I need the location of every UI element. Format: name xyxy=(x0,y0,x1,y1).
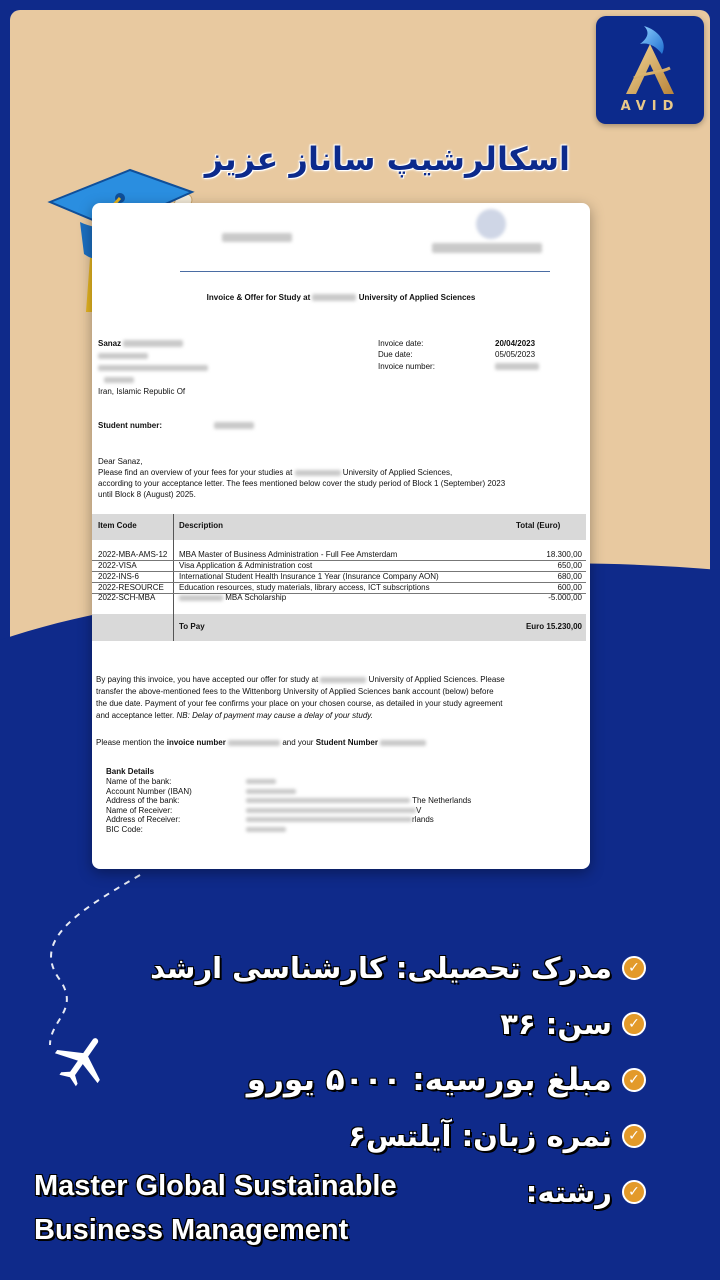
bank-labels xyxy=(106,777,192,834)
recipient-country: Iran, Islamic Republic Of xyxy=(98,387,186,396)
redacted-address-3 xyxy=(104,375,134,384)
detail-age xyxy=(32,996,640,1052)
redacted-address-2 xyxy=(98,363,208,372)
row-2-code: 2022-INS-6 xyxy=(98,572,139,581)
greeting: Dear Sanaz, xyxy=(98,457,143,466)
row-1-desc: Visa Application & Administration cost xyxy=(179,561,313,570)
row-2-desc: International Student Health Insurance 1 Year (Insurance Company AON) xyxy=(179,572,439,581)
row-rule xyxy=(92,593,586,594)
row-1-code: 2022-VISA xyxy=(98,561,137,570)
detail-age-text: سن: ۳۶ xyxy=(500,1007,612,1041)
intro-line-1-pre: Please find an overview of your fees for your studies at xyxy=(98,468,293,477)
check-circle-icon: ✓ xyxy=(622,1068,646,1092)
invoice-title-post: University of Applied Sciences xyxy=(358,293,476,302)
payment-para-4-note: NB: Delay of payment may cause a delay of your study. xyxy=(176,711,373,720)
invoice-title xyxy=(92,293,590,302)
invoice-date-value: 20/04/2023 xyxy=(495,339,536,348)
page-title: اسکالرشیپ ساناز عزیز xyxy=(204,140,570,178)
to-pay-value: Euro 15.230,00 xyxy=(525,622,582,631)
payment-para-1-pre: By paying this invoice, you have accepted our offer for study at xyxy=(96,675,319,684)
student-number-label: Student number: xyxy=(98,421,162,430)
redacted-sender xyxy=(222,233,292,242)
payment-para-2: transfer the above-mentioned fees to the Wittenborg University of Applied Sciences bank account (below) before xyxy=(96,687,494,696)
payment-para-1 xyxy=(96,675,505,684)
row-0-total: 18.300,00 xyxy=(546,550,582,559)
mention-line xyxy=(96,738,426,747)
bank-label-name: Name of the bank: xyxy=(106,777,172,786)
detail-amount-text: مبلغ بورسیه: ۵۰۰۰ یورو xyxy=(246,1062,612,1098)
check-circle-icon: ✓ xyxy=(622,1124,646,1148)
invoice-title-pre: Invoice & Offer for Study at xyxy=(206,293,311,302)
to-pay-label: To Pay xyxy=(179,622,205,631)
row-0-desc: MBA Master of Business Administration - Full Fee Amsterdam xyxy=(179,550,398,559)
due-date-label: Due date: xyxy=(378,350,413,359)
fees-table-footer xyxy=(92,614,586,641)
bank-label-bic: BIC Code: xyxy=(106,824,143,834)
detail-language-score xyxy=(32,1108,640,1164)
detail-language-text: نمره زبان: آیلتس۶ xyxy=(348,1119,612,1153)
row-4-code: 2022-SCH-MBA xyxy=(98,593,156,602)
invoice-number-label: Invoice number: xyxy=(378,362,435,371)
invoice-document xyxy=(92,203,590,869)
mention-mid: and your xyxy=(282,738,314,747)
check-circle-icon: ✓ xyxy=(622,956,646,980)
mention-pre: Please mention the xyxy=(96,738,165,747)
logo-text: AVID xyxy=(620,99,680,114)
detail-degree-text: مدرک تحصیلی: کارشناسی ارشد xyxy=(150,951,612,985)
intro-line-3: until Block 8 (August) 2025. xyxy=(98,490,196,499)
detail-degree xyxy=(32,940,640,996)
due-date-value: 05/05/2023 xyxy=(495,350,536,359)
recipient-name xyxy=(98,339,183,348)
redacted-university-name xyxy=(432,243,542,253)
bank-receiver-partial: V xyxy=(416,805,422,815)
recipient-first-name: Sanaz xyxy=(98,339,122,348)
bank-label-receiver-address: Address of Receiver: xyxy=(106,815,181,824)
row-3-code: 2022-RESOURCE xyxy=(98,583,164,592)
redacted-invoice-number xyxy=(495,362,539,371)
redacted-address-1 xyxy=(98,351,148,360)
intro-line-1-post: University of Applied Sciences, xyxy=(342,468,453,477)
mention-student-number: Student Number xyxy=(315,738,378,747)
row-rule xyxy=(92,560,586,561)
bank-label-receiver: Name of Receiver: xyxy=(106,805,173,815)
detail-field-label: رشته: xyxy=(525,1175,612,1209)
payment-para-1-post: University of Applied Sciences. Please xyxy=(368,675,505,684)
detail-amount xyxy=(32,1052,640,1108)
logo-mark-icon xyxy=(596,16,704,106)
bank-values xyxy=(246,777,471,834)
invoice-date-label: Invoice date: xyxy=(378,339,424,348)
header-rule xyxy=(180,271,550,272)
col-description: Description xyxy=(179,521,224,530)
intro-line-1 xyxy=(98,468,452,477)
fees-table-divider xyxy=(173,514,174,641)
row-4-total: -5.000,00 xyxy=(548,593,582,602)
bank-label-iban: Account Number (IBAN) xyxy=(106,786,192,796)
row-1-total: 650,00 xyxy=(557,561,582,570)
check-circle-icon: ✓ xyxy=(622,1180,646,1204)
check-circle-icon: ✓ xyxy=(622,1012,646,1036)
payment-para-3: the due date. Payment of your fee confirms your place on your chosen course, as detailed in your study agreement xyxy=(96,699,503,708)
bank-details-title: Bank Details xyxy=(106,767,155,776)
row-0-code: 2022-MBA-AMS-12 xyxy=(98,550,168,559)
row-4-desc: MBA Scholarship xyxy=(225,593,287,602)
bank-country: The Netherlands xyxy=(412,796,472,805)
row-3-desc: Education resources, study materials, library access, ICT subscriptions xyxy=(179,583,430,592)
mention-invoice-number: invoice number xyxy=(166,738,226,747)
payment-para-4-pre: and acceptance letter. xyxy=(96,711,175,720)
field-of-study: Master Global Sustainable Business Management xyxy=(34,1170,397,1246)
university-seal xyxy=(476,209,506,239)
intro-line-2: according to your acceptance letter. The fees mentioned below cover the study period of Block 1 (September) 2023 xyxy=(98,479,506,488)
row-3-total: 600,00 xyxy=(557,583,582,592)
avid-logo xyxy=(596,16,704,124)
row-4-desc-wrap xyxy=(179,593,286,602)
row-2-total: 680,00 xyxy=(557,572,582,581)
bank-label-address: Address of the bank: xyxy=(106,796,180,805)
bank-receiver-country: rlands xyxy=(412,815,434,824)
payment-para-4 xyxy=(96,711,373,720)
fees-table-header xyxy=(92,514,586,540)
redacted-student-number xyxy=(214,421,254,430)
col-item-code: Item Code xyxy=(98,521,137,530)
col-total: Total (Euro) xyxy=(516,521,561,530)
